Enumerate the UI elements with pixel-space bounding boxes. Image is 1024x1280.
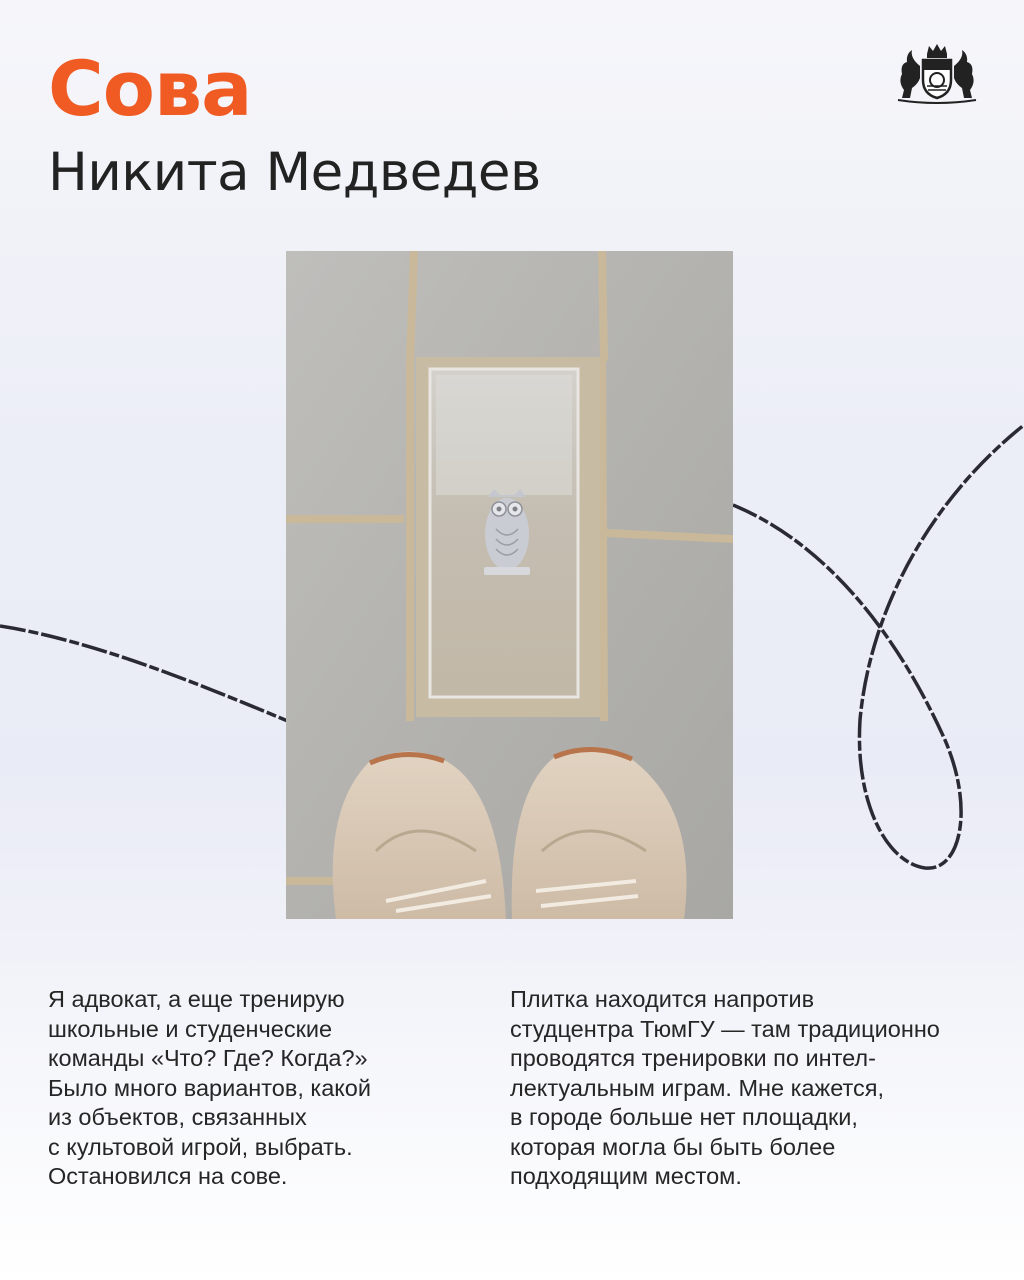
coat-of-arms-icon [892, 42, 982, 108]
owl-figurine-on-tile-photo [286, 251, 733, 919]
quote-left: Я адвокат, а еще тренирую школьные и студенческие команды «Что? Где? Когда?» Было много вариантов, какой из объектов, связанных с культовой игрой, выбрать. Остановился на сове. [48, 986, 371, 1189]
title: Сова [48, 44, 252, 133]
author-name: Никита Медведев [48, 142, 541, 203]
quote-right: Плитка находится напротив студцентра ТюмГУ — там традиционно проводятся тренировки по интел- лектуальным играм. Мне кажется, в городе больше нет площадки, которая могла бы быть более подходящим местом. [510, 986, 940, 1189]
